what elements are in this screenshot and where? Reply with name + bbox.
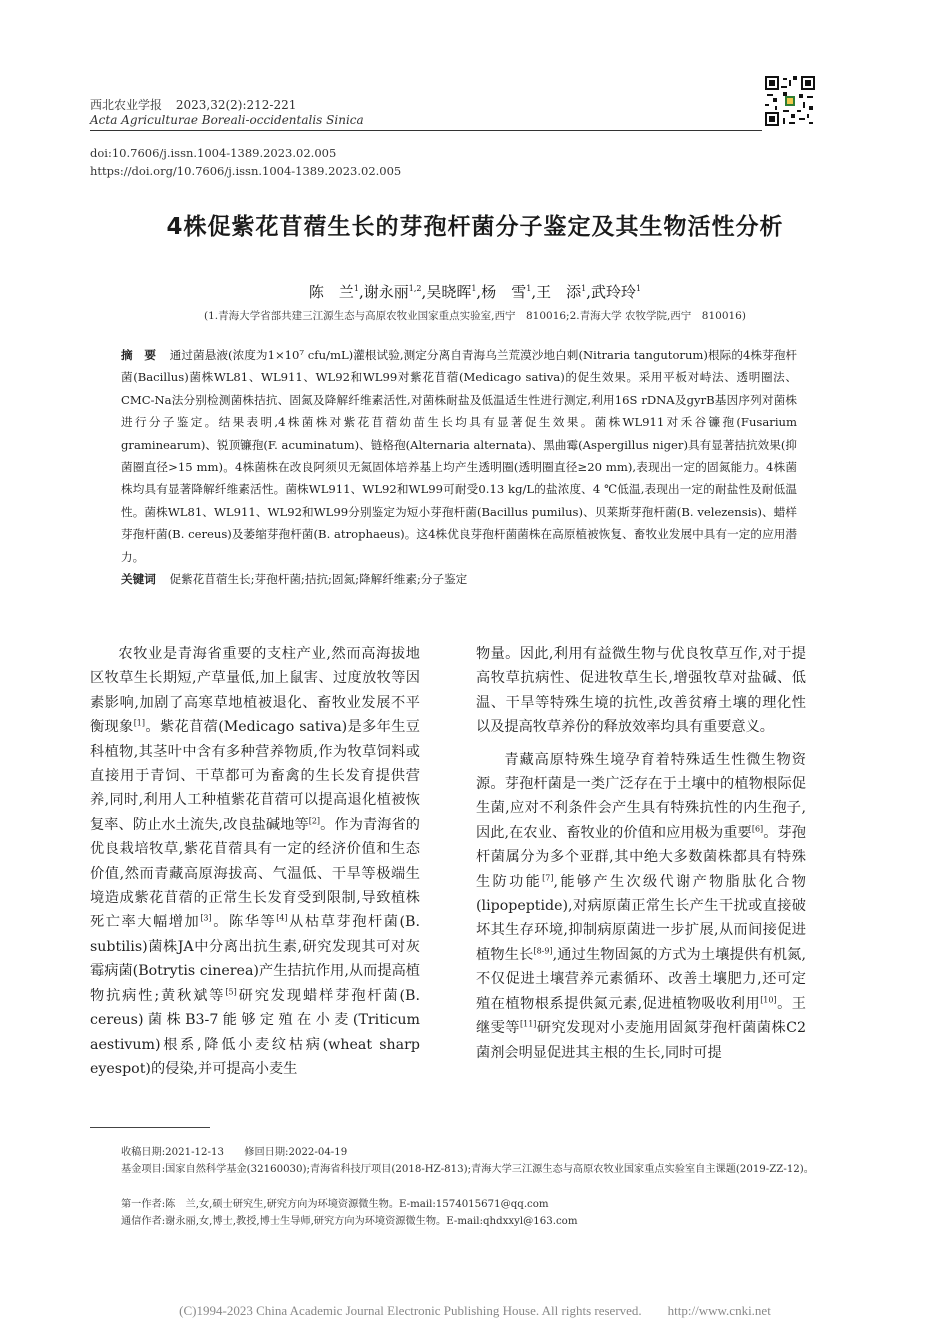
body-paragraph: 物量。因此,利用有益微生物与优良牧草互作,对于提高牧草抗病性、促进牧草生长,增强牧草对盐碱、低温、干旱等特殊生境的抗性,改善贫瘠土壤的理化性以及提高牧草养份的释放效率均具有重要意义。 xyxy=(476,646,806,736)
qr-code-icon xyxy=(765,76,815,126)
keywords xyxy=(121,568,797,590)
abstract-text: 通过菌悬液(浓度为1×10⁷ cfu/mL)灌根试验,测定分离自青海乌兰荒漠沙地白刺(Nitraria tangutorum)根际的4株芽孢杆菌(Bacillus)菌株WL81、WL911、WL92和WL99对紫花苜蓿(Medicago sativa)的促生效果。采用平板对峙法、透明圈法、CMC-Na法分别检测菌株拮抗、固氮及降解纤维素活性,对菌株耐盐及低温适生性进行测定,利用16S rDNA及gyrB基因序列对菌株进行分子鉴定。结果表明,4株菌株对紫花苜蓿幼苗生长均具有显著促生效果。菌株WL911对禾谷镰孢(Fusarium graminearum)、锐顶镰孢(F. acuminatum)、链格孢(Alternaria alternata)、黑曲霉(Aspergillus niger)具有显著拮抗效果(抑菌圈直径>15 mm)。4株菌株在改良阿须贝无氮固体培养基上均产生透明圈(透明圈直径≥20 mm),表现出一定的固氮能力。4株菌株均具有显著降解纤维素活性。菌株WL911、WL92和WL99可耐受0.13 kg/L的盐浓度、4 ℃低温,表现出一定的耐盐性及耐低温性。菌株WL81、WL911、WL92和WL99分别鉴定为短小芽孢杆菌(Bacillus pumilus)、贝莱斯芽孢杆菌(B. velezensis)、蜡样芽孢杆菌(B. cereus)及萎缩芽孢杆菌(B. atrophaeus)。这4株优良芽孢杆菌菌株在高原植被恢复、畜牧业发展中具有一定的应用潜力。 xyxy=(121,348,797,564)
affiliations: (1.青海大学省部共建三江源生态与高原农牧业国家重点实验室,西宁 810016;2.青海大学 农牧学院,西宁 810016) xyxy=(204,310,746,322)
author: 武玲玲$^1$ xyxy=(590,283,642,301)
body-paragraph: 青藏高原特殊生境孕育着特殊适生性微生物资源。芽孢杆菌是一类广泛存在于土壤中的植物根际促生菌,应对不利条件会产生具有特殊抗性的内生孢子,因此,在农业、畜牧业的价值和应用极为重要[6]。芽孢杆菌属分为多个亚群,其中绝大多数菌株都具有特殊生防功能[7],能够产生次级代谢产物脂肽化合物(lipopeptide),对病原菌正常生长产生干扰或直接破坏其生存环境,抑制病原菌进一步扩展,从而间接促进植物生长[8-9],通过生物固氮的方式为土壤提供有机氮,不仅促进土壤营养元素循环、改善土壤肥力,还可定殖在植物根系提供氮元素,促进植物吸收利用[10]。王继雯等[11]研究发现对小麦施用固氮芽孢杆菌菌株C2菌剂会明显促进其主根的生长,同时可提 xyxy=(476,751,806,1061)
header-divider xyxy=(90,130,762,131)
journal-name-en: Acta Agriculturae Boreali-occidentalis Sinica xyxy=(90,113,364,127)
footnote-fund: 基金项目:国家自然科学基金(32160030);青海省科技厅项目(2018-HZ-813);青海大学三江源生态与高原农牧业国家重点实验室自主课题(2019-ZZ-12)。 xyxy=(121,1164,814,1175)
journal-issue: 2023,32(2):212-221 xyxy=(175,98,297,112)
journal-name-cn: 西北农业学报 xyxy=(90,98,163,112)
footnote-divider xyxy=(90,1127,210,1128)
body-paragraph: 农牧业是青海省重要的支柱产业,然而高海拔地区牧草生长期短,产草量低,加上鼠害、过度放牧等因素影响,加剧了高寒草地植被退化、畜牧业发展不平衡现象[1]。紫花苜蓿(Medicago sativa)是多年生豆科植物,其茎叶中含有多种营养物质,作为牧草饲料或直接用于青饲、干草都可为畜禽的生长发育提供营养,同时,利用人工种植紫花苜蓿可以提高退化植被恢复率、防止水土流失,改良盐碱地等[2]。作为青海省的优良栽培牧草,紫花苜蓿具有一定的经济价值和生态价值,然而青藏高原海拔高、气温低、干旱等极端生境造成紫花苜蓿的正常生长发育受到限制,导致植株死亡率大幅增加[3]。陈华等[4]从枯草芽孢杆菌(B. subtilis)菌株JA中分离出抗生素,研究发现其可对灰霉病菌(Botrytis cinerea)产生拮抗作用,从而提高植物抗病性;黄秋斌等[5]研究发现蜡样芽孢杆菌(B. cereus)菌株B3-7能够定殖在小麦(Triticum aestivum)根系,降低小麦纹枯病(wheat sharp eyespot)的侵染,并可提高小麦生 xyxy=(90,646,420,1077)
journal-header xyxy=(90,96,296,113)
footnote-received: 收稿日期:2021-12-13 修回日期:2022-04-19 xyxy=(121,1147,348,1158)
author: 谢永丽$^{1,2}$ xyxy=(363,283,422,301)
paper-title: 4株促紫花苜蓿生长的芽孢杆菌分子鉴定及其生物活性分析 xyxy=(166,214,784,240)
author-list: 陈 兰$^1$,谢永丽$^{1,2}$,吴晓晖$^1$,杨 雪$^1$,王 添$^1$,武玲玲$^1$ xyxy=(308,283,642,301)
footnote-corresponding: 通信作者:谢永丽,女,博士,教授,博士生导师,研究方向为环境资源微生物。E-mail:qhdxxyl@163.com xyxy=(121,1216,578,1227)
body-column-right xyxy=(476,642,806,1065)
doi-url[interactable]: https://doi.org/10.7606/j.issn.1004-1389.2023.02.005 xyxy=(90,164,402,178)
author: 杨 雪$^1$ xyxy=(481,283,532,301)
abstract xyxy=(121,344,797,590)
abstract-label: 摘 要 xyxy=(121,348,156,362)
footnote-first-author: 第一作者:陈 兰,女,硕士研究生,研究方向为环境资源微生物。E-mail:1574015671@qq.com xyxy=(121,1199,549,1210)
doi-line: doi:10.7606/j.issn.1004-1389.2023.02.005 xyxy=(90,146,337,160)
keywords-text: 促紫花苜蓿生长;芽孢杆菌;拮抗;固氮;降解纤维素;分子鉴定 xyxy=(169,572,468,587)
body-column-left xyxy=(90,642,420,1081)
copyright-footer: (C)1994-2023 China Academic Journal Electronic Publishing House. All rights reserved. http://www.cnki.net xyxy=(179,1303,771,1318)
author: 吴晓晖$^1$ xyxy=(426,283,477,301)
author: 王 添$^1$ xyxy=(536,283,587,301)
keywords-label: 关键词 xyxy=(121,572,156,587)
author: 陈 兰$^1$ xyxy=(308,283,359,301)
